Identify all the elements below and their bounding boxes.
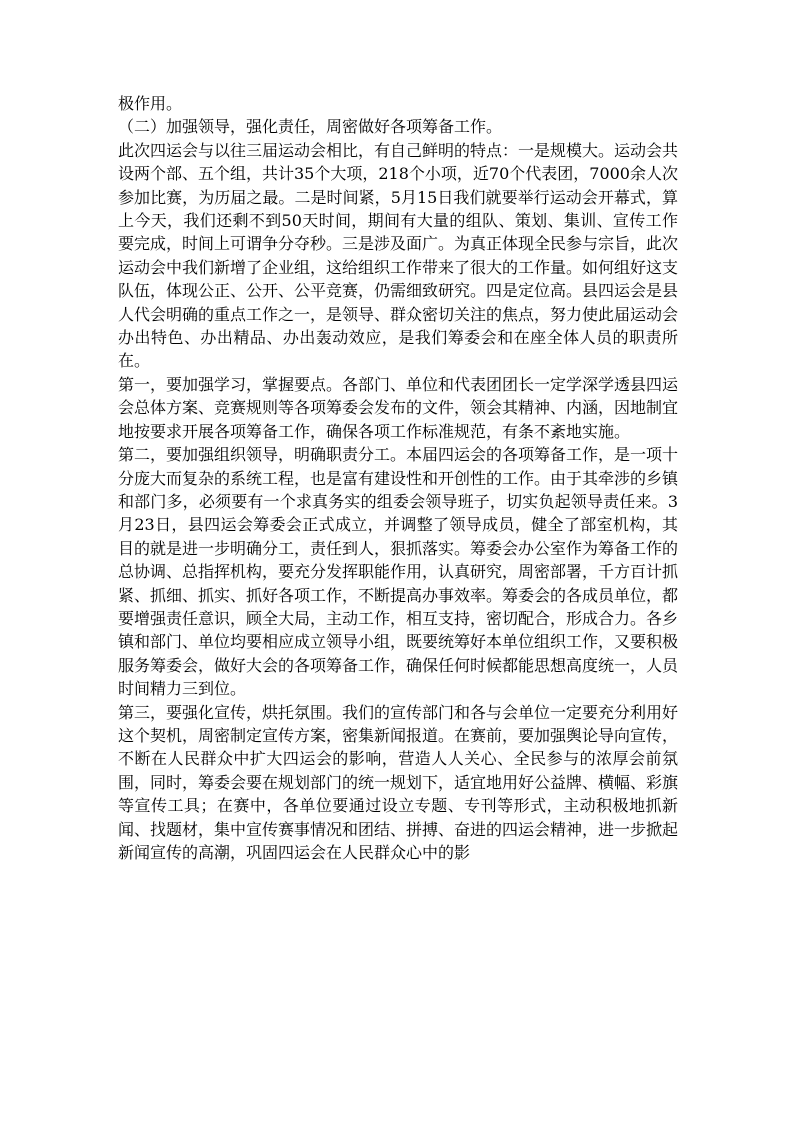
section-heading: （二）加强领导，强化责任，周密做好各项筹备工作。 — [118, 117, 503, 137]
paragraph-continuation: 极作用。 — [118, 94, 183, 113]
paragraph-second-point: 第二，要加强组织领导，明确职责分工。本届四运会的各项筹备工作，是一项十分庞大而复杂的系统工程，也是富有建设性和开创性的工作。由于其牵涉的乡镇和部门多，必须要有一个求真务实的组委会领导班子，切实负起领导责任来。3月23日，县四运会筹委会正式成立，并调整了领导成员，健全了部室机构，其目的就是进一步明确分工，责任到人，狠抓落实。筹委会办公室作为筹备工作的总协调、总指挥机构，要充分发挥职能作用，认真研究，周密部署，千方百计抓紧、抓细、抓实、抓好各项工作，不断提高办事效率。筹委会的各成员单位，都要增强责任意识，顾全大局，主动工作，相互支持，密切配合，形成合力。各乡镇和部门、单位均要相应成立领导小组，既要统筹好本单位组织工作，又要积极服务筹委会，做好大会的各项筹备工作，确保任何时候都能思想高度统一，人员时间精力三到位。 — [118, 445, 679, 699]
document-body — [118, 92, 678, 864]
paragraph-third-point: 第三，要强化宣传，烘托氛围。我们的宣传部门和各与会单位一定要充分利用好这个契机，周密制定宣传方案，密集新闻报道。在赛前，要加强舆论导向宣传，不断在人民群众中扩大四运会的影响，营造人人关心、全民参与的浓厚会前氛围，同时，筹委会要在规划部门的统一规划下，适宜地用好公益牌、横幅、彩旗等宣传工具；在赛中，各单位要通过设立专题、专刊等形式，主动积极地抓新闻、找题材，集中宣传赛事情况和团结、拼搏、奋进的四运会精神，进一步掀起新闻宣传的高潮，巩固四运会在人民群众心中的影 — [118, 702, 679, 862]
paragraph-first-point: 第一，要加强学习，掌握要点。各部门、单位和代表团团长一定学深学透县四运会总体方案、竞赛规则等各项筹委会发布的文件，领会其精神、内涵，因地制宜地按要求开展各项筹备工作，确保各项工作标准规范，有条不紊地实施。 — [118, 374, 679, 441]
paragraph-features: 此次四运会与以往三届运动会相比，有自己鲜明的特点：一是规模大。运动会共设两个部、五个组，共计35个大项，218个小项，近70个代表团，7000余人次参加比赛，为历届之最。二是时间紧，5月15日我们就要举行运动会开幕式，算上今天，我们还剩不到50天时间，期间有大量的组队、策划、集训、宣传工作要完成，时间上可谓争分夺秒。三是涉及面广。为真正体现全民参与宗旨，此次运动会中我们新增了企业组，这给组织工作带来了很大的工作量。如何组好这支队伍，体现公正、公开、公平竞赛，仍需细致研究。四是定位高。县四运会是县人代会明确的重点工作之一，是领导、群众密切关注的焦点，努力使此届运动会办出特色、办出精品、办出轰动效应，是我们筹委会和在座全体人员的职责所在。 — [118, 140, 679, 371]
